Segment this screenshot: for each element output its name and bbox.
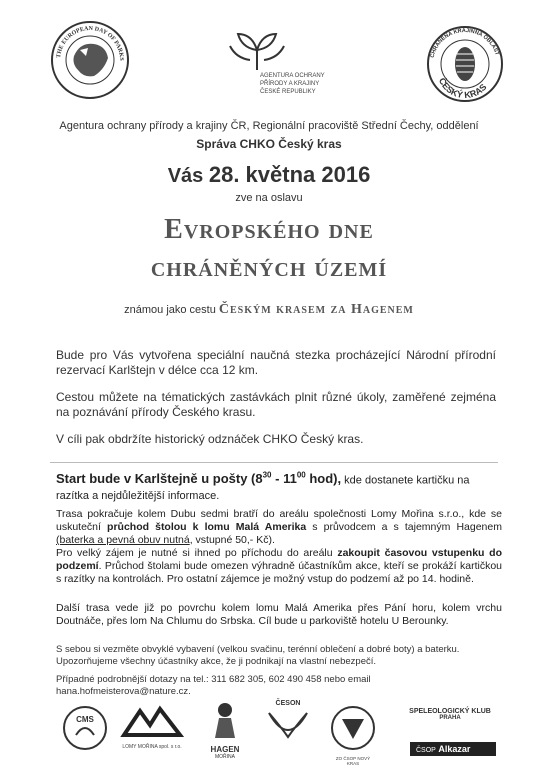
speleo-logo: [400, 708, 500, 721]
aopk-text-2: PŘÍRODY A KRAJINY: [260, 81, 320, 87]
paragraph-2: Cestou můžete na tématických zastávkách plnit různé úkoly, zaměřené zejména na poznávání přírody Českého krasu.: [56, 390, 496, 419]
route-text: . Průchod štolami bude omezen výhradně účastníkům akce, kteří se prokáží kartičkou s razítky na kontrolách. Pro ostatní zájemce je možný vstup do podzemí až po 14. hodině.: [56, 560, 502, 585]
start-info: [56, 468, 502, 504]
seal-text-top: CHRÁNĚNÁ KRAJINNÁ OBLAST: [429, 27, 500, 59]
date-line: [0, 162, 538, 188]
route-paragraph-2: [56, 547, 502, 586]
cms-seal-icon: [62, 705, 108, 751]
cms-logo: [62, 705, 108, 751]
aopk-leaf-icon: [222, 28, 292, 72]
start-bold: Start bude v Karlštejně u pošty (8: [56, 471, 263, 487]
zo-text: ZO ČSOP NOVÝ KRAS: [335, 756, 371, 766]
lomy-morina-logo: [120, 705, 184, 755]
route-text: , vstupné 50,- Kč).: [189, 534, 275, 546]
divider: [50, 462, 498, 463]
zo-csop-logo: [330, 705, 376, 766]
hagen-text: HAGEN: [210, 745, 240, 754]
alkazar-text: Alkazar: [438, 744, 471, 754]
route-equipment: (baterka a pevná obuv nutná: [56, 534, 190, 546]
mountain-icon: [120, 705, 184, 737]
miner-figure-icon: [205, 700, 245, 740]
route-text: Pro velký zájem je nutné si ihned po příchodu do areálu: [56, 547, 338, 559]
european-day-of-parks-logo: [50, 20, 130, 100]
start-rest: kde dostanete kartičku na razítka a nejdůležitější informace.: [56, 474, 470, 503]
subtitle-line: [0, 302, 538, 318]
subtitle-title: Českým krasem za Hagenem: [218, 302, 414, 317]
ceson-logo: [265, 700, 311, 750]
note-1: S sebou si vezměte obvyklé vybavení (velkou svačinu, terénní oblečení a dobré boty) a baterku.: [56, 644, 460, 655]
organizer-name: Správa CHKO Český kras: [196, 137, 342, 151]
speleo-text-2: PRAHA: [439, 715, 461, 721]
hagen-sub: MOŘINA: [215, 754, 235, 760]
trilobite-seal-icon: [425, 24, 505, 104]
start-end: hod),: [305, 471, 342, 487]
route-paragraph-1: [56, 508, 502, 547]
route-highlight: průchod štolou k lomu Malá Amerika: [107, 521, 307, 533]
seal-text: THE EUROPEAN DAY OF PARKS: [56, 25, 125, 61]
cms-text: CMS: [76, 715, 94, 724]
paragraph-1: Bude pro Vás vytvořena speciální naučná stezka procházející Národní přírodní rezervací Karlštejn v délce cca 12 km.: [56, 348, 496, 377]
organizer-line: Agentura ochrany přírody a krajiny ČR, Regionální pracoviště Střední Čechy, oddělení: [59, 120, 479, 132]
route-text: s průvodcem a s tajemným Hagenem: [306, 521, 502, 533]
ceson-text: ČESON: [275, 700, 301, 707]
bird-icon: [265, 707, 311, 745]
globe-seal-icon: [50, 20, 130, 100]
alkazar-prefix: ČSOP: [416, 747, 436, 754]
start-time-2: 00: [296, 471, 306, 480]
aopk-text-1: AGENTURA OCHRANY: [260, 73, 325, 79]
start-mid: - 11: [271, 471, 297, 487]
start-time-1: 30: [262, 471, 272, 480]
route-text: Trasa pokračuje kolem Dubu sedmi bratří do areálu společnosti Lomy Mořina s.r.o., kde se uskuteční: [56, 508, 502, 533]
event-date: 28. května 2016: [208, 162, 371, 187]
speleo-text-1: SPELEOLOGICKÝ KLUB: [409, 708, 491, 715]
contact-note: Případné podrobnější dotazy na tel.: 311 682 305, 602 490 458 nebo email hana.hofmeisterova@nature.cz.: [56, 674, 371, 697]
title-line-2: chráněných území: [150, 252, 388, 283]
route-ticket: zakoupit časovou vstupenku do podzemí: [56, 547, 502, 572]
lomy-text: LOMY MOŘINA spol. s r.o.: [122, 744, 182, 750]
aopk-logo: [222, 28, 332, 108]
subtitle-prefix: známou jako cestu: [124, 304, 216, 316]
csop-alkazar-logo: [410, 742, 496, 756]
date-prefix: Vás: [167, 165, 204, 187]
seal-text-bottom: ČESKÝ KRAS: [436, 76, 489, 101]
zo-seal-icon: [330, 705, 376, 751]
chko-cesky-kras-logo: [425, 24, 505, 104]
invite-line: zve na oslavu: [235, 192, 303, 204]
hagen-logo: [205, 700, 245, 762]
route-paragraph-3: Další trasa vede již po povrchu kolem lomu Malá Amerika přes Pání horu, kolem vrchu Doutnáče, přes lom Na Chlumu do Srbska. Cíl bude u parkoviště hotelu U Berounky.: [56, 602, 502, 627]
paragraph-3: V cíli pak obdržíte historický odznáček CHKO Český kras.: [56, 432, 364, 446]
aopk-text-3: ČESKÉ REPUBLIKY: [260, 89, 316, 95]
note-2: Upozorňujeme všechny účastníky akce, že ji podnikají na vlastní nebezpečí.: [56, 656, 377, 667]
title-line-1: Evropského dne: [164, 214, 374, 245]
